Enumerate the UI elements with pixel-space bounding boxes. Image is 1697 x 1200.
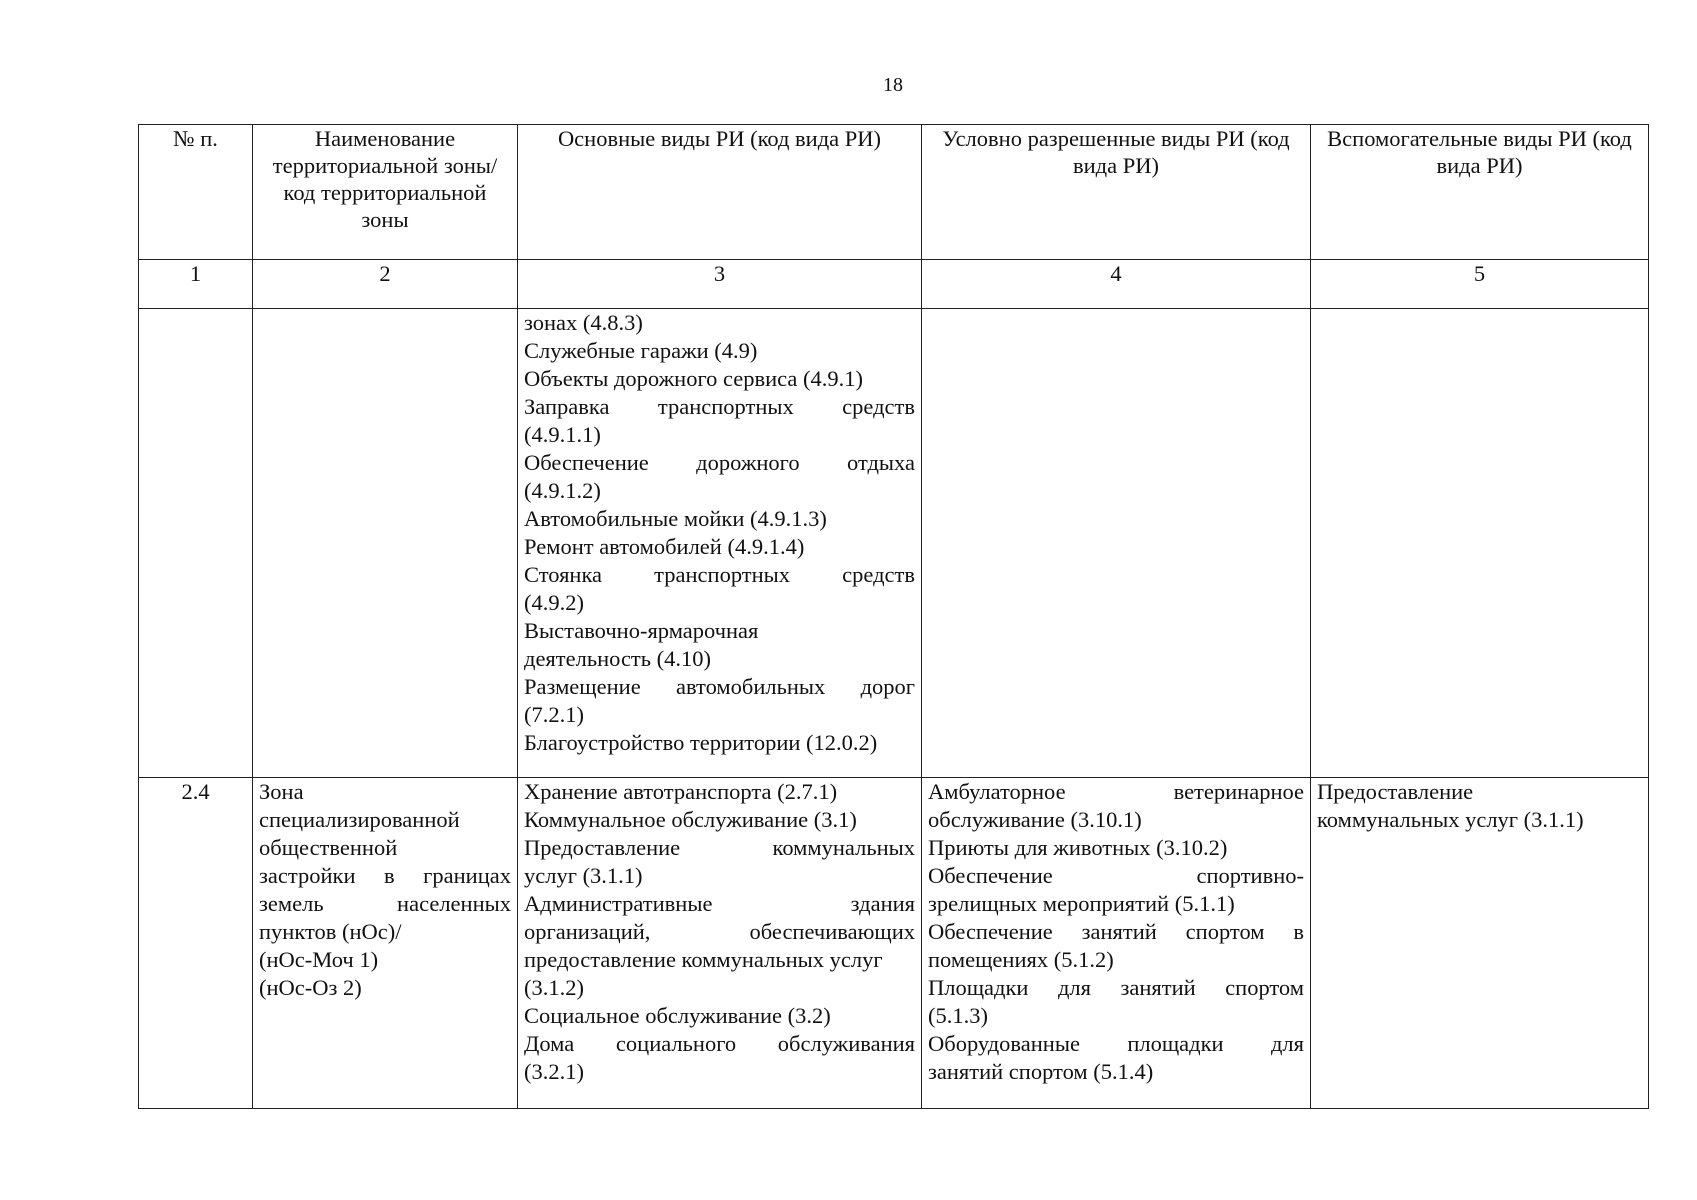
zone-line: застройки в границах xyxy=(259,863,511,888)
cell-zone-name xyxy=(253,778,518,1109)
zone-line: (нОс-Моч 1) xyxy=(259,947,379,972)
use-line: услуг (3.1.1) xyxy=(524,863,643,888)
column-number: 4 xyxy=(922,260,1311,309)
cell-conditional-uses xyxy=(922,778,1311,1109)
use-line: Административные здания xyxy=(524,891,915,916)
use-line: Площадки для занятий спортом xyxy=(928,975,1304,1000)
use-line: Стоянка транспортных средств xyxy=(524,562,915,587)
use-line: (4.9.2) xyxy=(524,590,584,615)
use-line: Коммунальное обслуживание (3.1) xyxy=(524,807,857,832)
use-line: Предоставление xyxy=(1317,779,1474,804)
table-row xyxy=(139,778,1649,1109)
use-line: (5.1.3) xyxy=(928,1003,988,1028)
use-line: коммунальных услуг (3.1.1) xyxy=(1317,807,1584,832)
use-line: Обеспечение дорожного отдыха xyxy=(524,450,915,475)
use-line: обслуживание (3.10.1) xyxy=(928,807,1142,832)
use-line: Социальное обслуживание (3.2) xyxy=(524,1003,831,1028)
use-line: занятий спортом (5.1.4) xyxy=(928,1059,1154,1084)
zone-line: (нОс-Оз 2) xyxy=(259,975,362,1000)
zone-line: земель населенных xyxy=(259,891,511,916)
use-line: Оборудованные площадки для xyxy=(928,1031,1304,1056)
use-line: Выставочно-ярмарочная xyxy=(524,618,759,643)
use-line: Дома социального обслуживания xyxy=(524,1031,915,1056)
use-line: (7.2.1) xyxy=(524,702,584,727)
use-line: Предоставление коммунальных xyxy=(524,835,915,860)
use-line: помещениях (5.1.2) xyxy=(928,947,1114,972)
use-line: Служебные гаражи (4.9) xyxy=(524,338,758,363)
use-line: предоставление коммунальных услуг xyxy=(524,947,883,972)
zone-line: специализированной xyxy=(259,807,460,832)
use-line: деятельность (4.10) xyxy=(524,646,712,671)
cell-conditional-uses xyxy=(922,309,1311,778)
column-numbers-row xyxy=(139,260,1649,309)
use-line: (3.1.2) xyxy=(524,975,584,1000)
use-line: Заправка транспортных средств xyxy=(524,394,915,419)
use-line: Благоустройство территории (12.0.2) xyxy=(524,730,878,755)
use-line: (4.9.1.2) xyxy=(524,478,601,503)
header-main-uses: Основные виды РИ (код вида РИ) xyxy=(518,125,922,260)
use-line: зонах (4.8.3) xyxy=(524,310,643,335)
cell-number xyxy=(139,309,253,778)
cell-auxiliary-uses xyxy=(1311,778,1649,1109)
header-auxiliary-uses: Вспомогательные виды РИ (код вида РИ) xyxy=(1311,125,1649,260)
use-line: Размещение автомобильных дорог xyxy=(524,674,915,699)
cell-number: 2.4 xyxy=(139,778,253,1109)
use-line: Хранение автотранспорта (2.7.1) xyxy=(524,779,838,804)
page-number: 18 xyxy=(883,74,903,96)
cell-main-uses xyxy=(518,309,922,778)
cell-main-uses xyxy=(518,778,922,1109)
column-number: 5 xyxy=(1311,260,1649,309)
zoning-table xyxy=(138,124,1649,1109)
zone-line: общественной xyxy=(259,835,398,860)
header-row xyxy=(139,125,1649,260)
use-line: Ремонт автомобилей (4.9.1.4) xyxy=(524,534,805,559)
column-number: 2 xyxy=(253,260,518,309)
use-line: (4.9.1.1) xyxy=(524,422,601,447)
use-line: организаций, обеспечивающих xyxy=(524,919,915,944)
table-row xyxy=(139,309,1649,778)
use-line: Обеспечение спортивно- xyxy=(928,863,1304,888)
header-zone-name: Наименование территориальной зоны/код территориальной зоны xyxy=(253,125,518,260)
use-line: Приюты для животных (3.10.2) xyxy=(928,835,1228,860)
cell-auxiliary-uses xyxy=(1311,309,1649,778)
use-line: Обеспечение занятий спортом в xyxy=(928,919,1304,944)
use-line: Амбулаторное ветеринарное xyxy=(928,779,1304,804)
column-number: 1 xyxy=(139,260,253,309)
use-line: зрелищных мероприятий (5.1.1) xyxy=(928,891,1235,916)
header-conditional-uses: Условно разрешенные виды РИ (код вида РИ) xyxy=(922,125,1311,260)
zone-line: пунктов (нОс)/ xyxy=(259,919,402,944)
column-number: 3 xyxy=(518,260,922,309)
use-line: Автомобильные мойки (4.9.1.3) xyxy=(524,506,827,531)
zone-line: Зона xyxy=(259,779,304,804)
use-line: (3.2.1) xyxy=(524,1059,584,1084)
use-line: Объекты дорожного сервиса (4.9.1) xyxy=(524,366,864,391)
header-number: № п. xyxy=(139,125,253,260)
cell-zone-name xyxy=(253,309,518,778)
